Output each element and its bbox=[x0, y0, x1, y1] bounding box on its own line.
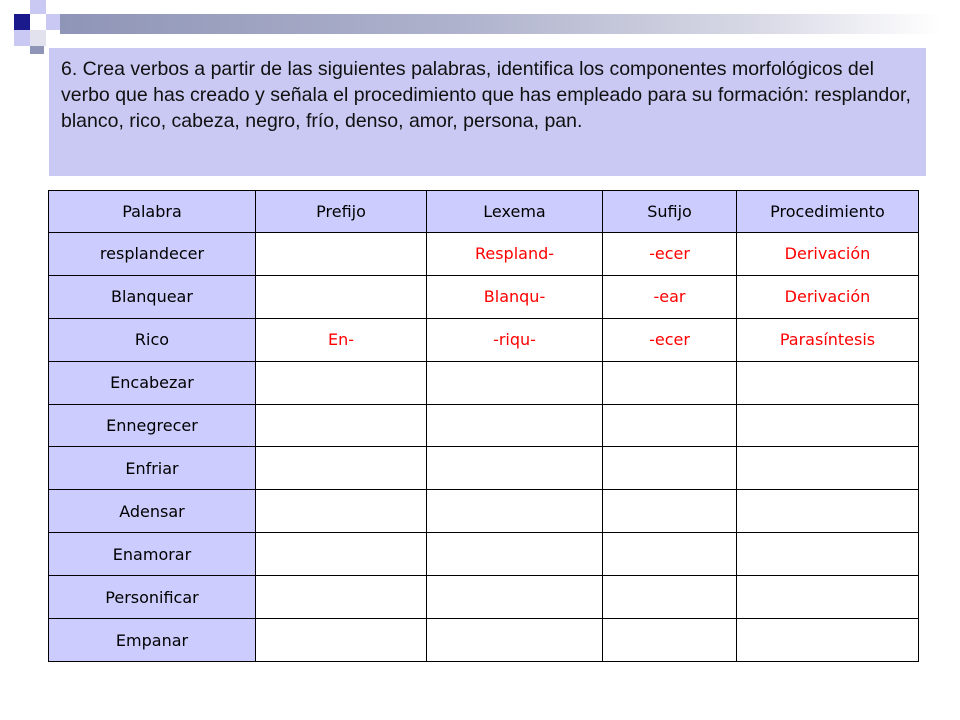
prefix-cell bbox=[256, 275, 427, 318]
procedure-cell bbox=[737, 361, 919, 404]
column-header: Prefijo bbox=[256, 191, 427, 233]
suffix-cell bbox=[603, 447, 737, 490]
prefix-cell bbox=[256, 361, 427, 404]
column-header: Palabra bbox=[49, 191, 256, 233]
word-cell: Blanquear bbox=[49, 275, 256, 318]
lexeme-cell bbox=[427, 361, 603, 404]
lexeme-cell: Respland- bbox=[427, 233, 603, 276]
procedure-cell bbox=[737, 533, 919, 576]
procedure-cell bbox=[737, 576, 919, 619]
procedure-cell bbox=[737, 404, 919, 447]
corner-square-dark bbox=[14, 14, 30, 30]
column-header: Lexema bbox=[427, 191, 603, 233]
prefix-cell: En- bbox=[256, 318, 427, 361]
lexeme-cell bbox=[427, 447, 603, 490]
table-row bbox=[49, 275, 919, 318]
procedure-cell bbox=[737, 490, 919, 533]
column-header: Sufijo bbox=[603, 191, 737, 233]
exercise-prompt bbox=[49, 48, 926, 176]
procedure-cell: Derivación bbox=[737, 275, 919, 318]
suffix-cell bbox=[603, 361, 737, 404]
prefix-cell bbox=[256, 404, 427, 447]
procedure-cell: Parasíntesis bbox=[737, 318, 919, 361]
procedure-cell: Derivación bbox=[737, 233, 919, 276]
table-row bbox=[49, 576, 919, 619]
corner-square-dark bbox=[30, 46, 44, 54]
table-row bbox=[49, 533, 919, 576]
lexeme-cell: -riqu- bbox=[427, 318, 603, 361]
table-row bbox=[49, 447, 919, 490]
exercise-text: 6. Crea verbos a partir de las siguientes palabras, identifica los componentes morfológicos del verbo que has creado y señala el procedimiento que has empleado para su formación: resplandor, blanco, rico, cabeza, negro, frío, denso, amor, persona, pan. bbox=[61, 58, 911, 132]
suffix-cell: -ear bbox=[603, 275, 737, 318]
suffix-cell bbox=[603, 619, 737, 662]
corner-square-light bbox=[14, 30, 30, 46]
lexeme-cell bbox=[427, 490, 603, 533]
corner-square-light bbox=[30, 0, 46, 14]
corner-square-light bbox=[46, 14, 60, 30]
header-gradient-bar bbox=[60, 14, 940, 34]
prefix-cell bbox=[256, 233, 427, 276]
word-cell: Adensar bbox=[49, 490, 256, 533]
column-header: Procedimiento bbox=[737, 191, 919, 233]
table-row bbox=[49, 318, 919, 361]
suffix-cell: -ecer bbox=[603, 233, 737, 276]
table-row bbox=[49, 233, 919, 276]
word-cell: Rico bbox=[49, 318, 256, 361]
prefix-cell bbox=[256, 533, 427, 576]
table-row bbox=[49, 404, 919, 447]
word-cell: Encabezar bbox=[49, 361, 256, 404]
procedure-cell bbox=[737, 447, 919, 490]
table-row bbox=[49, 361, 919, 404]
morphology-table bbox=[48, 190, 919, 662]
suffix-cell bbox=[603, 490, 737, 533]
word-cell: Empanar bbox=[49, 619, 256, 662]
word-cell: Personificar bbox=[49, 576, 256, 619]
suffix-cell bbox=[603, 404, 737, 447]
procedure-cell bbox=[737, 619, 919, 662]
word-cell: Ennegrecer bbox=[49, 404, 256, 447]
lexeme-cell bbox=[427, 576, 603, 619]
word-cell: Enfriar bbox=[49, 447, 256, 490]
word-cell: resplandecer bbox=[49, 233, 256, 276]
corner-square-gray bbox=[30, 30, 46, 46]
prefix-cell bbox=[256, 490, 427, 533]
prefix-cell bbox=[256, 619, 427, 662]
table-row bbox=[49, 619, 919, 662]
prefix-cell bbox=[256, 576, 427, 619]
suffix-cell bbox=[603, 533, 737, 576]
lexeme-cell: Blanqu- bbox=[427, 275, 603, 318]
suffix-cell: -ecer bbox=[603, 318, 737, 361]
table-row bbox=[49, 490, 919, 533]
word-cell: Enamorar bbox=[49, 533, 256, 576]
suffix-cell bbox=[603, 576, 737, 619]
table-header-row bbox=[49, 191, 919, 233]
lexeme-cell bbox=[427, 404, 603, 447]
lexeme-cell bbox=[427, 533, 603, 576]
lexeme-cell bbox=[427, 619, 603, 662]
prefix-cell bbox=[256, 447, 427, 490]
